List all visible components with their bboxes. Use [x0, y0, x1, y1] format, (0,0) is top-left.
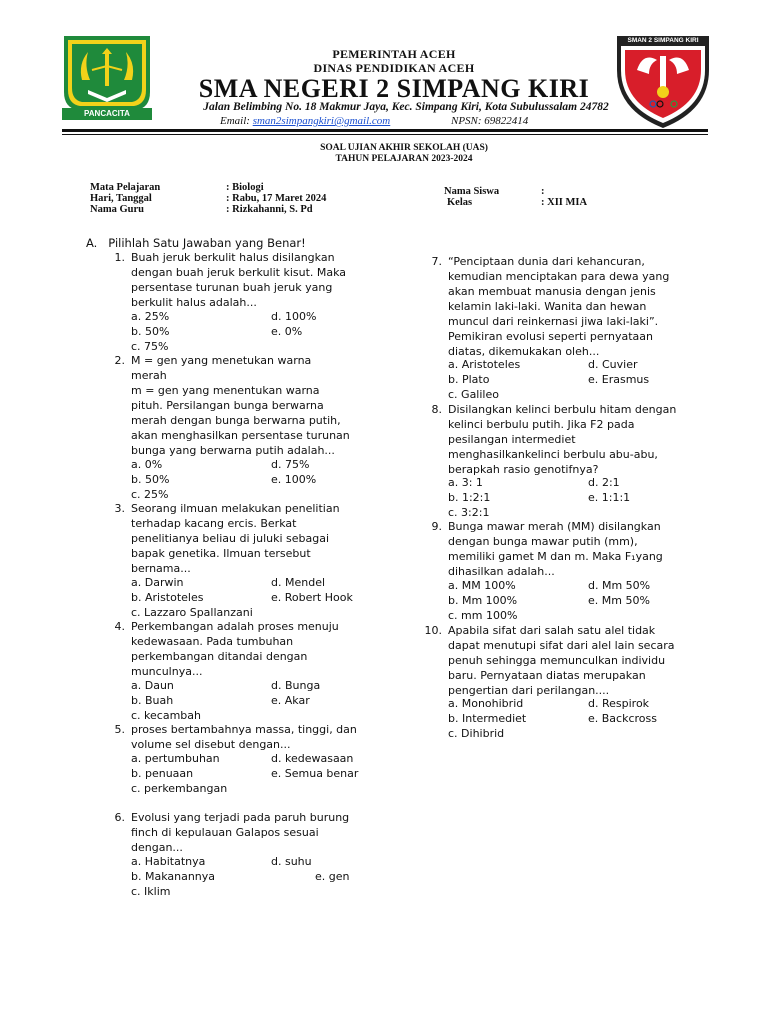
question-number: 3. [114, 502, 125, 515]
option-a[interactable]: a. 3: 1 [448, 476, 483, 489]
option-a[interactable]: a. Daun [131, 679, 174, 692]
question-number: 5. [114, 723, 125, 736]
option-a[interactable]: a. Monohibrid [448, 697, 524, 710]
option-a[interactable]: a. Darwin [131, 576, 184, 589]
option-a[interactable]: a. Habitatnya [131, 855, 206, 868]
teacher-value: : Rizkahanni, S. Pd [226, 204, 313, 215]
option-d[interactable]: d. Respirok [588, 697, 650, 710]
question-text: M = gen yang menetukan warna merah m = gen yang menentukan warna pituh. Persilangan bunga berwarna merah dengan bunga berwarna putih, akan menghasilkan persentase turunan bunga yang berwarna putih adalah... [131, 354, 350, 457]
npsn: NPSN: 69822414 [451, 115, 529, 127]
date-label: Hari, Tanggal [90, 193, 152, 204]
date-value: : Rabu, 17 Maret 2024 [226, 193, 327, 204]
option-c[interactable]: c. Iklim [131, 885, 171, 898]
option-e[interactable]: e. Robert Hook [271, 591, 353, 604]
option-d[interactable]: d. 2:1 [588, 476, 620, 489]
question-number: 8. [431, 403, 442, 416]
option-c[interactable]: c. Galileo [448, 388, 499, 401]
option-d[interactable]: d. suhu [271, 855, 312, 868]
option-e[interactable]: e. Semua benar [271, 767, 359, 780]
option-e[interactable]: e. Mm 50% [588, 594, 650, 607]
option-b[interactable]: b. 1:2:1 [448, 491, 491, 504]
question-8 [420, 402, 720, 477]
option-c[interactable]: c. 75% [131, 340, 169, 353]
student-name-value: : [541, 186, 545, 197]
option-b[interactable]: b. Aristoteles [131, 591, 204, 604]
option-e[interactable]: e. gen [315, 870, 350, 883]
question-text: “Penciptaan dunia dari kehancuran, kemudian menciptakan para dewa yang akan membuat manusia dengan jenis kelamin laki-laki. Wanita dan hewan muncul dari reinkernasi jiwa laki-laki”. Pemikiran evolusi seperti pernyataan diatas, dikemukakan oleh... [448, 255, 670, 358]
question-number: 2. [114, 354, 125, 367]
option-e[interactable]: e. 100% [271, 473, 317, 486]
question-text: Perkembangan adalah proses menuju kedewasaan. Pada tumbuhan perkembangan ditandai dengan munculnya... [131, 620, 339, 678]
school-address: Jalan Belimbing No. 18 Makmur Jaya, Kec. Simpang Kiri, Kota Subulussalam 24782 [203, 101, 609, 113]
header-government: PEMERINTAH ACEH [332, 47, 456, 61]
question-number: 7. [431, 255, 442, 268]
header-divider [62, 129, 708, 132]
option-a[interactable]: a. MM 100% [448, 579, 516, 592]
question-1 [103, 250, 403, 310]
school-name: SMA NEGERI 2 SIMPANG KIRI [198, 74, 590, 103]
option-b[interactable]: b. Mm 100% [448, 594, 518, 607]
option-d[interactable]: d. 75% [271, 458, 310, 471]
class-label: Kelas [447, 197, 473, 208]
question-4 [103, 619, 403, 679]
option-d[interactable]: d. Bunga [271, 679, 321, 692]
option-b[interactable]: b. penuaan [131, 767, 194, 780]
option-d[interactable]: d. 100% [271, 310, 317, 323]
option-e[interactable]: e. Backcross [588, 712, 657, 725]
teacher-label: Nama Guru [90, 204, 144, 215]
option-c[interactable]: c. mm 100% [448, 609, 518, 622]
question-text: Buah jeruk berkulit halus disilangkan dengan buah jeruk berkulit kisut. Maka persentase turunan buah jeruk yang berkulit halus adalah... [131, 251, 347, 309]
option-d[interactable]: d. Mendel [271, 576, 326, 589]
exam-year: TAHUN PELAJARAN 2023-2024 [335, 154, 473, 164]
option-a[interactable]: a. pertumbuhan [131, 752, 220, 765]
option-c[interactable]: c. Dihibrid [448, 727, 505, 740]
option-c[interactable]: c. 25% [131, 488, 169, 501]
question-text: Evolusi yang terjadi pada paruh burung finch di kepulauan Galapos sesuai dengan... [131, 811, 350, 854]
section-a-heading: A. Pilihlah Satu Jawaban yang Benar! [86, 236, 306, 250]
question-5 [103, 722, 403, 752]
option-c[interactable]: c. kecambah [131, 709, 201, 722]
question-3 [103, 501, 403, 576]
option-d[interactable]: d. Cuvier [588, 358, 638, 371]
option-d[interactable]: d. Mm 50% [588, 579, 651, 592]
email-link[interactable]: sman2simpangkiri@gmail.com [252, 115, 391, 127]
option-c[interactable]: c. 3:2:1 [448, 506, 490, 519]
subject-label: Mata Pelajaran [90, 182, 161, 193]
student-name-label: Nama Siswa [444, 186, 500, 197]
email-label: Email: [220, 115, 250, 127]
question-7 [420, 254, 720, 359]
option-b[interactable]: b. 50% [131, 325, 170, 338]
question-number: 10. [424, 624, 442, 637]
header-divider-thin [62, 134, 708, 135]
question-number: 4. [114, 620, 125, 633]
question-number: 1. [114, 251, 125, 264]
header-department: DINAS PENDIDIKAN ACEH [313, 61, 475, 75]
option-b[interactable]: b. Buah [131, 694, 174, 707]
option-e[interactable]: e. 0% [271, 325, 303, 338]
question-text: Apabila sifat dari salah satu alel tidak dapat menutupi sifat dari alel lain secara penuh sehingga memunculkan individu baru. Pernyataan diatas merupakan pengertian dari perilangan.... [448, 624, 675, 697]
subject-value: : Biologi [226, 182, 264, 193]
question-text: Disilangkan kelinci berbulu hitam dengan kelinci berbulu putih. Jika F2 pada pesilangan intermediet menghasilkankelinci berbulu abu-abu, berapkah rasio genotifnya? [448, 403, 677, 476]
question-number: 9. [431, 520, 442, 533]
option-e[interactable]: e. Akar [271, 694, 310, 707]
option-a[interactable]: a. Aristoteles [448, 358, 521, 371]
question-text: Seorang ilmuan melakukan penelitian terhadap kacang ercis. Berkat penelitianya beliau di juluki sebagai bapak genetika. Ilmuan tersebut bernama... [131, 502, 340, 575]
exam-title: SOAL UJIAN AKHIR SEKOLAH (UAS) [320, 143, 488, 153]
class-value: : XII MIA [541, 197, 588, 208]
question-number: 6. [114, 811, 125, 824]
left-logo-caption: PANCACITA [84, 109, 130, 118]
question-9 [420, 519, 720, 579]
option-a[interactable]: a. 0% [131, 458, 163, 471]
option-d[interactable]: d. kedewasaan [271, 752, 354, 765]
contact-line [220, 115, 528, 127]
option-c[interactable]: c. Lazzaro Spallanzani [131, 606, 253, 619]
question-text: Bunga mawar merah (MM) disilangkan dengan bunga mawar putih (mm), memiliki gamet M dan m. Maka F₁yang dihasilkan adalah... [448, 520, 663, 578]
option-c[interactable]: c. perkembangan [131, 782, 228, 795]
question-6 [103, 810, 403, 855]
option-b[interactable]: b. Plato [448, 373, 490, 386]
right-logo-caption: SMAN 2 SIMPANG KIRI [627, 37, 699, 44]
option-b[interactable]: b. 50% [131, 473, 170, 486]
option-e[interactable]: e. 1:1:1 [588, 491, 631, 504]
question-2 [103, 353, 403, 458]
option-a[interactable]: a. 25% [131, 310, 170, 323]
option-e[interactable]: e. Erasmus [588, 373, 650, 386]
option-b[interactable]: b. Intermediet [448, 712, 527, 725]
question-text: proses bertambahnya massa, tinggi, dan volume sel disebut dengan... [131, 723, 357, 751]
option-b[interactable]: b. Makanannya [131, 870, 216, 883]
question-10 [420, 623, 720, 698]
